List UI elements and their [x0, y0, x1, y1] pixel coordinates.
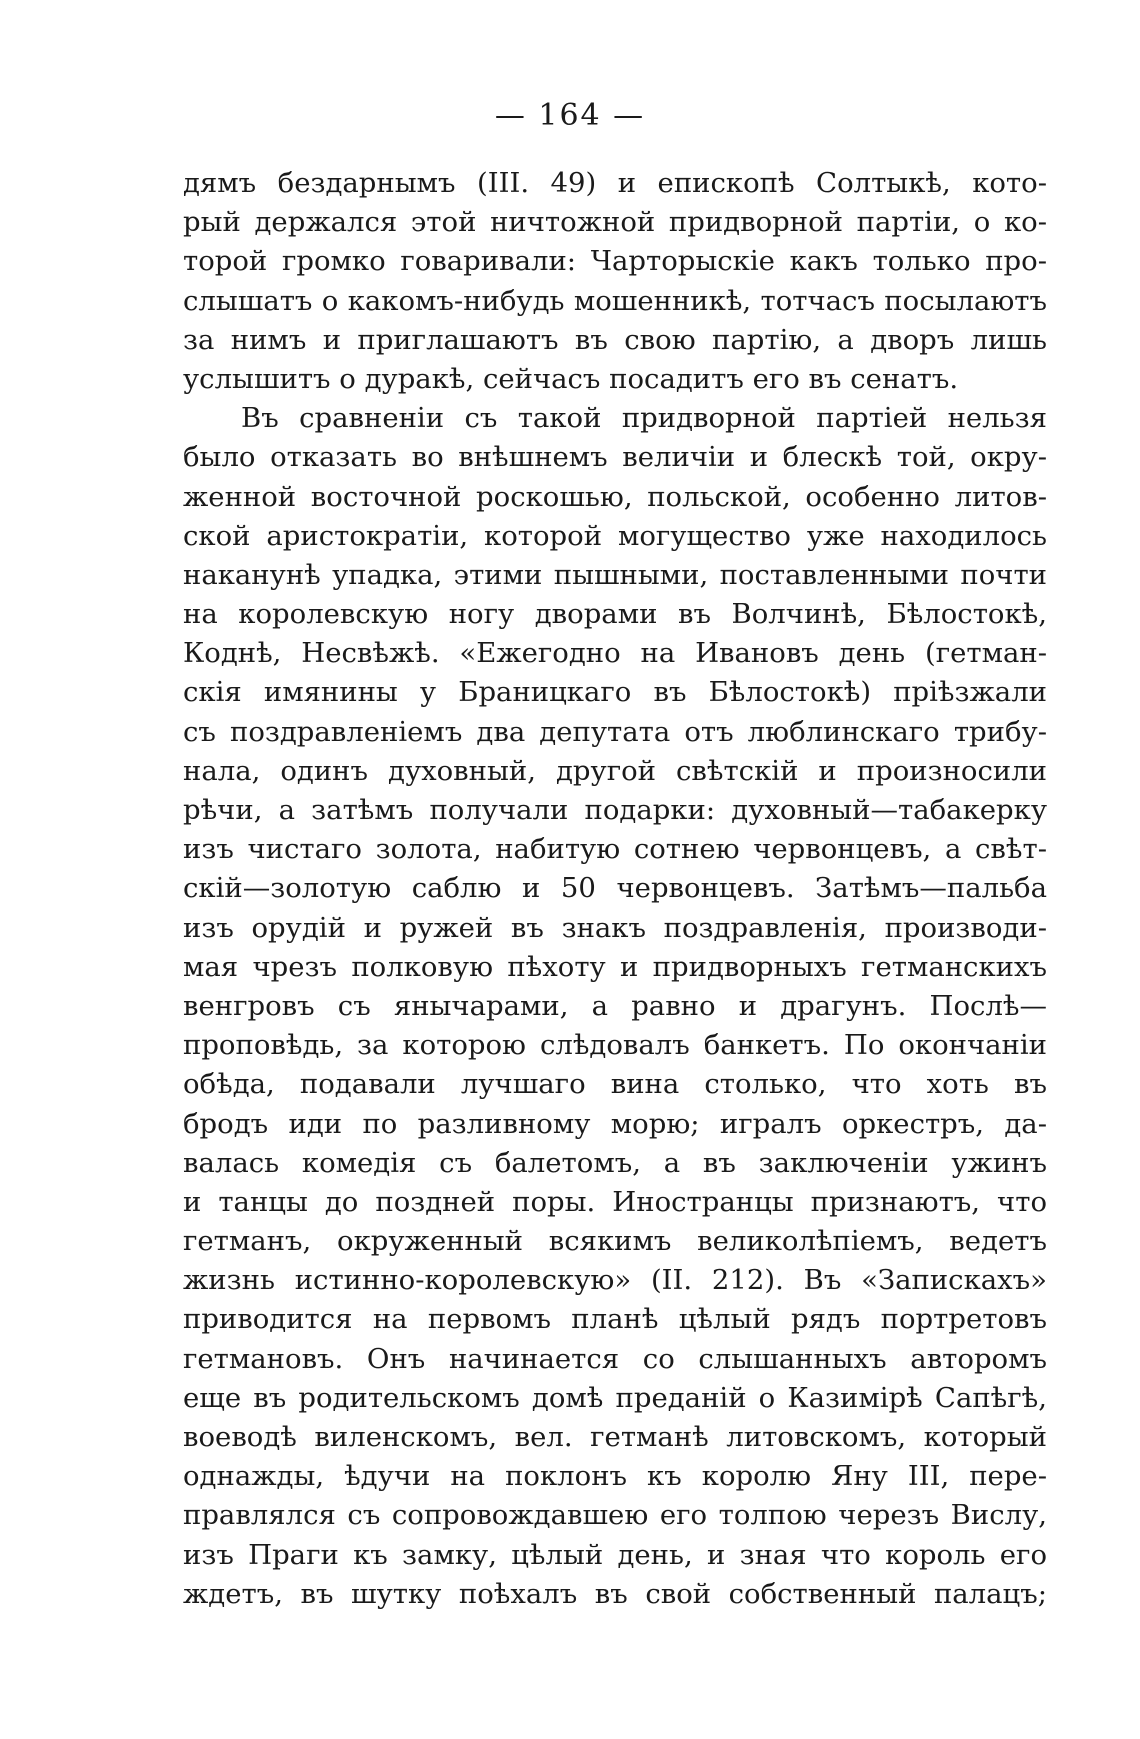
body-text — [183, 164, 1047, 1614]
text-line: проповѣдь, за которою слѣдовалъ банкетъ. По окончаніи — [183, 1029, 1047, 1062]
text-line: изъ Праги къ замку, цѣлый день, и зная что король его — [183, 1538, 1047, 1571]
text-line: еще въ родительскомъ домѣ преданій о Казимірѣ Сапѣгѣ, — [183, 1381, 1047, 1414]
text-line: Коднѣ, Несвѣжѣ. «Ежегодно на Ивановъ день (гетман- — [183, 637, 1047, 670]
text-line: услышитъ о дуракѣ, сейчасъ посадитъ его въ сенатъ. — [183, 362, 959, 395]
text-line: наканунѣ упадка, этими пышными, поставленными почти — [183, 558, 1047, 591]
text-line: было отказать во внѣшнемъ величіи и блескѣ той, окру- — [183, 441, 1047, 474]
text-line: Въ сравненіи съ такой придворной партіей нельзя — [241, 402, 1047, 435]
text-line: скія имянины у Браницкаго въ Бѣлостокѣ) пріѣзжали — [183, 676, 1047, 709]
text-line: мая чрезъ полковую пѣхоту и придворныхъ гетманскихъ — [183, 950, 1047, 983]
text-line: рѣчи, а затѣмъ получали подарки: духовный—табакерку — [183, 794, 1047, 826]
page-number: — 164 — — [494, 98, 646, 133]
text-line: нала, одинъ духовный, другой свѣтскій и произносили — [183, 754, 1047, 787]
text-line: изъ чистаго золота, набитую сотнею червонцевъ, а свѣт- — [183, 833, 1047, 866]
text-line: гетмановъ. Онъ начинается со слышанныхъ авторомъ — [183, 1342, 1047, 1375]
text-line: скій—золотую саблю и 50 червонцевъ. Затѣмъ—пальба — [183, 872, 1047, 905]
text-line: женной восточной роскошью, польской, особенно литов- — [183, 480, 1047, 513]
text-line: дямъ бездарнымъ (III. 49) и епископѣ Солтыкѣ, кото- — [183, 167, 1047, 199]
text-line: съ поздравленіемъ два депутата отъ люблинскаго трибу- — [183, 715, 1047, 748]
text-line: торой громко говаривали: Чарторыскіе какъ только про- — [183, 245, 1047, 278]
text-line: гетманъ, окруженный всякимъ великолѣпіемъ, ведетъ — [183, 1225, 1047, 1258]
text-line: жизнь истинно-королевскую» (II. 212). Въ «Запискахъ» — [183, 1264, 1047, 1297]
text-line: ской аристократіи, которой могущество уже находилось — [183, 519, 1047, 552]
text-line: приводится на первомъ планѣ цѣлый рядъ портретовъ — [183, 1303, 1047, 1336]
text-line: обѣда, подавали лучшаго вина столько, что хоть въ — [183, 1068, 1047, 1101]
text-line: венгровъ съ янычарами, а равно и драгунъ. Послѣ— — [183, 989, 1047, 1022]
text-line: воеводѣ виленскомъ, вел. гетманѣ литовскомъ, который — [183, 1421, 1047, 1453]
text-line: за нимъ и приглашаютъ въ свою партію, а дворъ лишь — [183, 323, 1047, 356]
text-line: рый держался этой ничтожной придворной партіи, о ко- — [183, 206, 1047, 239]
text-line: изъ орудій и ружей въ знакъ поздравленія, производи- — [183, 911, 1047, 944]
text-line: валась комедія съ балетомъ, а въ заключеніи ужинъ — [183, 1146, 1047, 1179]
text-line: на королевскую ногу дворами въ Волчинѣ, Бѣлостокѣ, — [183, 598, 1047, 631]
text-line: ждетъ, въ шутку поѣхалъ въ свой собственный палацъ; — [183, 1577, 1047, 1610]
text-line: бродъ иди по разливному морю; игралъ оркестръ, да- — [183, 1107, 1047, 1140]
text-line: слышатъ о какомъ-нибудь мошенникѣ, тотчасъ посылаютъ — [183, 284, 1047, 317]
text-line: однажды, ѣдучи на поклонъ къ королю Яну III, пере- — [183, 1460, 1047, 1493]
text-line: и танцы до поздней поры. Иностранцы признаютъ, что — [183, 1185, 1047, 1218]
text-line: правлялся съ сопровождавшею его толпою черезъ Вислу, — [183, 1499, 1047, 1532]
